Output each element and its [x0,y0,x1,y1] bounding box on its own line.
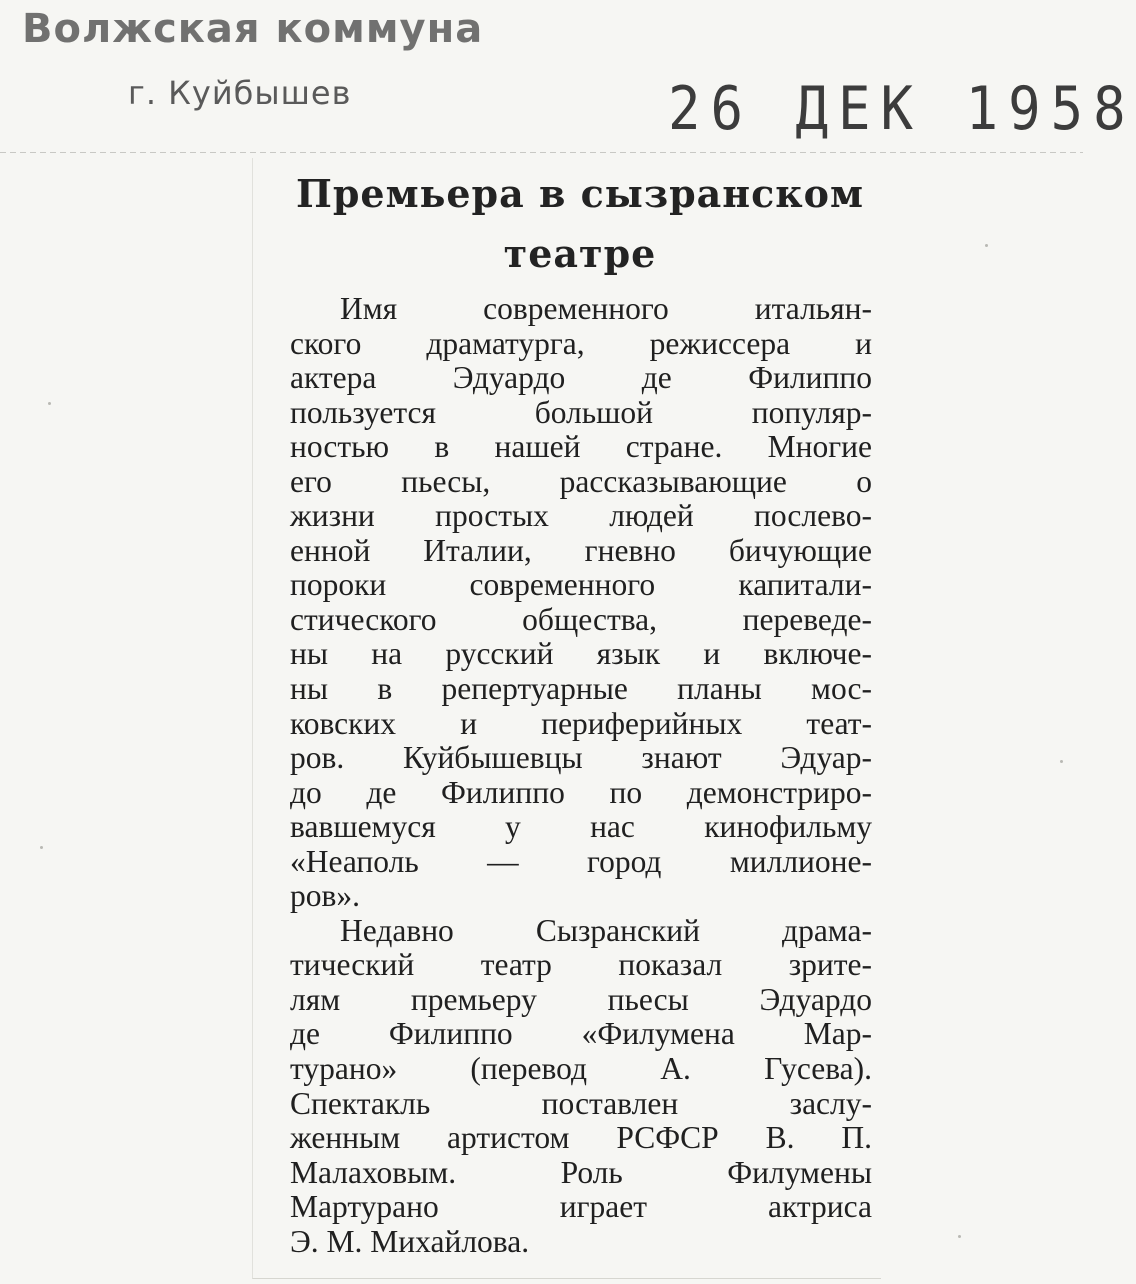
text-line: Мартурано играет актриса [290,1189,872,1225]
text-line: ского драматурга, режиссера и [290,325,872,361]
text-line: стического общества, переведе- [290,601,872,637]
paper-speck [40,846,43,849]
text-line: актера Эдуардо де Филиппо [290,360,872,396]
text-line: пользуется большой популяр- [290,394,872,430]
date-stamp: 26 ДЕК 1958 [668,74,1136,144]
text-line: ны в репертуарные планы мос- [290,671,872,707]
text-line: де Филиппо «Филумена Мар- [290,1016,872,1052]
article-paragraph [290,292,872,914]
text-line: Недавно Сызранский драма- [340,912,872,948]
headline-line: Премьера в сызранском [295,171,865,216]
text-line: женным артистом РСФСР В. П. [290,1120,872,1156]
article-headline [270,164,890,284]
article-paragraph [290,914,872,1259]
text-line: Спектакль поставлен заслу- [290,1085,872,1121]
text-line: Имя современного итальян- [340,291,872,326]
paper-speck [1060,760,1063,763]
text-line: турано» (перевод А. Гусева). [290,1051,872,1087]
text-line: пороки современного капитали- [290,567,872,603]
text-line: енной Италии, гневно бичующие [290,532,872,568]
paper-speck [985,244,988,247]
text-line: лям премьеру пьесы Эдуардо [290,981,872,1017]
newspaper-name-stamp: Волжская коммуна [22,6,484,52]
text-line: ров. Куйбышевцы знают Эдуар- [290,740,872,776]
paper-speck [48,402,51,405]
city-stamp: г. Куйбышев [128,74,352,112]
text-line: ров». [290,878,360,914]
clipping-cut-line [0,152,1083,153]
text-line: «Неаполь — город миллионе- [290,843,872,879]
text-line: до де Филиппо по демонстриро- [290,774,872,810]
text-line: Малаховым. Роль Филумены [290,1154,872,1190]
headline-line: театре [503,231,657,276]
text-line: Э. М. Михайлова. [290,1223,530,1259]
text-line: жизни простых людей послево- [290,498,872,534]
text-line: тический театр показал зрите- [290,947,872,983]
article-body [290,292,872,1259]
text-line: его пьесы, рассказывающие о [290,463,872,499]
text-line: ны на русский язык и включе- [290,636,872,672]
text-line: ностью в нашей стране. Многие [290,429,872,465]
text-line: ковских и периферийных теат- [290,705,872,741]
paper-speck [958,1235,961,1238]
text-line: вавшемуся у нас кинофильму [290,809,872,845]
